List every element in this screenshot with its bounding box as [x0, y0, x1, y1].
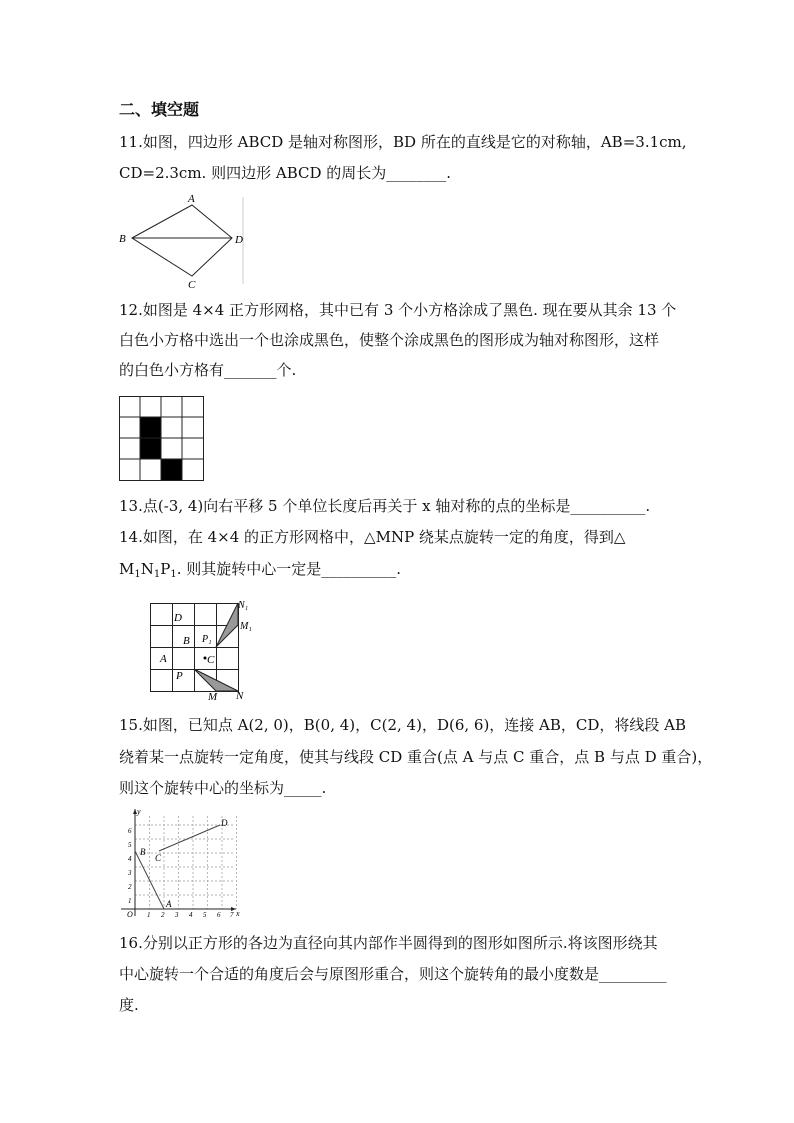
q15-xtick-6: 6 [217, 911, 221, 919]
q14-label-a: A [160, 653, 167, 665]
q14-label-n1: N₁ [238, 600, 249, 611]
q15-label-x: x [236, 909, 240, 918]
q15-label-y: y [137, 807, 141, 816]
q11-label-c: C [188, 279, 196, 291]
q14-label-c: C [207, 654, 215, 666]
q15-xtick-3: 3 [175, 911, 179, 919]
q15-ytick-4: 4 [128, 855, 132, 863]
q12-text-line1: 12.如图是 4×4 正方形网格，其中已有 3 个小方格涂成了黑色. 现在要从其余 13 个 [119, 301, 677, 319]
q16-text-line1: 16.分别以正方形的各边为直径向其内部作半圆得到的图形如图所示.将该图形绕其 [119, 934, 658, 952]
q15-text-line3: 则这个旋转中心的坐标为_____. [119, 779, 327, 797]
q14-rotation-grid-figure [148, 598, 260, 702]
q15-label-a: A [166, 899, 172, 909]
q15-text-line1: 15.如图，已知点 A(2, 0)，B(0, 4)，C(2, 4)，D(6, 6)，连接 AB，CD，将线段 AB [119, 716, 687, 734]
q13-text-line1: 13.点(-3, 4)向右平移 5 个单位长度后再关于 x 轴对称的点的坐标是__________. [119, 497, 651, 515]
q12-text-line3: 的白色小方格有_______个. [119, 361, 297, 379]
q15-xtick-5: 5 [203, 911, 207, 919]
q15-xtick-2: 2 [161, 911, 165, 919]
q16-text-line2: 中心旋转一个合适的角度后会与原图形重合，则这个旋转角的最小度数是_________ [119, 965, 667, 983]
q15-xtick-4: 4 [189, 911, 193, 919]
q15-label-b: B [140, 847, 146, 857]
q15-ytick-1: 1 [128, 897, 132, 905]
q15-label-o: O [127, 910, 133, 919]
q15-ytick-3: 3 [128, 869, 132, 877]
q15-ytick-5: 5 [128, 841, 132, 849]
q11-text-line2: CD=2.3cm. 则四边形 ABCD 的周长为________. [119, 164, 452, 182]
q12-text-line2: 白色小方格中选出一个也涂成黑色，使整个涂成黑色的图形成为轴对称图形，这样 [119, 331, 660, 349]
q14-label-d: D [174, 612, 182, 624]
q11-label-b: B [119, 233, 126, 245]
q15-coordinate-figure [118, 806, 243, 920]
q14-label-b: B [183, 635, 190, 647]
q15-ytick-2: 2 [128, 883, 132, 891]
q15-ytick-6: 6 [128, 827, 132, 835]
q14-label-p: P [176, 670, 183, 682]
q14-label-n: N [236, 690, 244, 702]
q14-label-m1: M₁ [240, 621, 252, 632]
q15-label-c: C [155, 853, 162, 863]
q14-label-p1: P₁ [202, 634, 212, 645]
q11-quadrilateral-figure [114, 192, 254, 292]
q11-label-d: D [235, 234, 243, 246]
q15-text-line2: 绕着某一点旋转一定角度，使其与线段 CD 重合(点 A 与点 C 重合，点 B 与点 D 重合)， [119, 748, 713, 766]
q15-xtick-7: 7 [230, 911, 234, 919]
q12-grid-figure [119, 396, 205, 482]
section-title: 二、填空题 [119, 100, 200, 119]
q16-text-line3: 度. [119, 996, 139, 1014]
q14-text-line2: $M_1N_1P_1$. 则其旋转中心一定是__________. [119, 560, 402, 580]
q15-label-d: D [221, 818, 228, 828]
q15-xtick-1: 1 [147, 911, 151, 919]
q11-label-a: A [188, 193, 195, 205]
q14-text-line1: 14.如图，在 4×4 的正方形网格中，△MNP 绕某点旋转一定的角度，得到△ [119, 528, 626, 546]
q11-text-line1: 11.如图，四边形 ABCD 是轴对称图形，BD 所在的直线是它的对称轴，AB=3.1cm, [119, 133, 687, 151]
q14-label-m: M [208, 691, 218, 702]
